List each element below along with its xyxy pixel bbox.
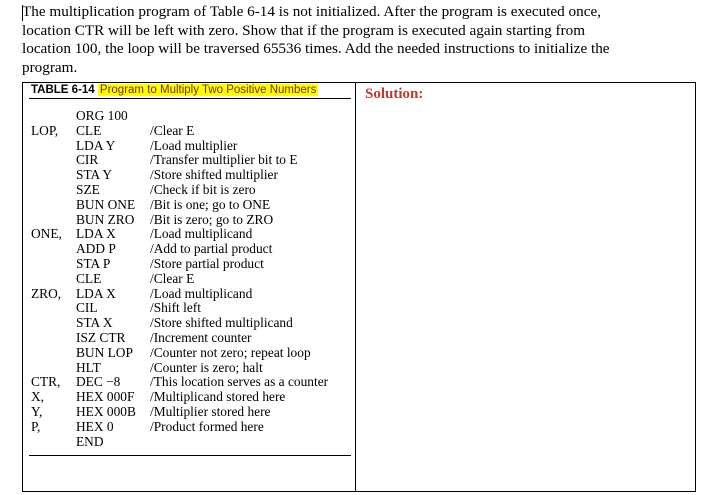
code-comment: /Clear E xyxy=(150,122,195,138)
code-comment: /Counter is zero; halt xyxy=(150,359,263,375)
code-label: LOP, xyxy=(31,122,59,138)
code-instr: CLE xyxy=(76,122,102,138)
code-comment: /Bit is zero; go to ZRO xyxy=(150,211,274,227)
code-instr: HEX 000B xyxy=(76,403,136,419)
code-instr: STA Y xyxy=(76,167,113,183)
code-instr: LDA X xyxy=(76,226,116,242)
code-row xyxy=(23,420,353,435)
code-instr: ORG 100 xyxy=(76,108,128,123)
code-label: Y, xyxy=(31,403,43,419)
code-comment: /Store shifted multiplier xyxy=(150,167,278,183)
table-number: TABLE 6-14 xyxy=(31,84,95,96)
code-instr: STA X xyxy=(76,315,113,331)
code-row xyxy=(23,257,353,272)
question-text xyxy=(22,3,712,77)
code-comment: /Shift left xyxy=(150,300,201,316)
code-row xyxy=(23,316,353,331)
code-comment: /Load multiplicand xyxy=(150,285,253,301)
code-row xyxy=(23,124,353,139)
code-row xyxy=(23,390,353,405)
code-instr: CIL xyxy=(76,300,98,316)
code-row xyxy=(23,405,353,420)
question-line: program. xyxy=(22,58,78,76)
code-comment: /Store shifted multiplicand xyxy=(150,315,293,331)
code-row xyxy=(23,153,353,168)
code-label: X, xyxy=(31,389,45,405)
code-row xyxy=(23,242,353,257)
code-comment: /This location serves as a counter xyxy=(150,374,329,390)
code-instr: LDA X xyxy=(76,285,116,301)
code-row xyxy=(23,272,353,287)
code-comment: /Bit is one; go to ONE xyxy=(150,196,271,212)
code-instr: BUN LOP xyxy=(76,344,133,360)
table-title: Program to Multiply Two Positive Numbers xyxy=(99,84,317,96)
code-instr: END xyxy=(76,433,104,449)
question-line: location CTR will be left with zero. Show that if the program is executed again starting from xyxy=(22,21,586,39)
code-row xyxy=(23,346,353,361)
code-row xyxy=(23,331,353,346)
code-row xyxy=(23,287,353,302)
program-table xyxy=(22,82,356,492)
code-comment: /Add to partial product xyxy=(150,241,273,257)
code-comment: /Increment counter xyxy=(150,329,252,345)
code-comment: /Multiplicand stored here xyxy=(150,389,286,405)
code-label: CTR, xyxy=(31,374,61,390)
code-instr: HLT xyxy=(76,359,101,375)
code-row xyxy=(23,435,353,450)
question-line: location 100, the loop will be traversed 65536 times. Add the needed instructions to initialize the xyxy=(22,40,610,58)
code-instr: STA P xyxy=(76,255,111,271)
code-label: P, xyxy=(31,418,41,434)
code-comment: /Load multiplicand xyxy=(150,226,253,242)
code-row xyxy=(23,183,353,198)
code-row xyxy=(23,213,353,228)
code-instr: CIR xyxy=(76,152,99,168)
solution-label: Solution: xyxy=(365,86,424,102)
code-label: ONE, xyxy=(31,226,62,242)
code-comment: /Check if bit is zero xyxy=(150,181,256,197)
code-instr: HEX 000F xyxy=(76,389,135,405)
code-row xyxy=(23,168,353,183)
code-row xyxy=(23,361,353,376)
code-row xyxy=(23,198,353,213)
code-instr: DEC −8 xyxy=(76,374,121,390)
code-comment: /Transfer multiplier bit to E xyxy=(150,152,298,168)
code-instr: ADD P xyxy=(76,241,116,257)
code-instr: CLE xyxy=(76,270,102,286)
code-row xyxy=(23,375,353,390)
code-row xyxy=(23,227,353,242)
code-instr: SZE xyxy=(76,181,100,197)
code-row xyxy=(23,139,353,154)
code-comment: /Store partial product xyxy=(150,255,264,271)
solution-cell[interactable] xyxy=(356,82,696,492)
code-instr: BUN ONE xyxy=(76,196,136,212)
code-comment: /Counter not zero; repeat loop xyxy=(150,344,311,360)
question-line: The multiplication program of Table 6-14 is not initialized. After the program is executed once, xyxy=(22,3,601,20)
code-instr: LDA Y xyxy=(76,137,116,153)
code-label: ZRO, xyxy=(31,285,62,301)
code-row xyxy=(23,301,353,316)
code-instr: BUN ZRO xyxy=(76,211,135,227)
code-instr: ISZ CTR xyxy=(76,329,126,345)
caption-divider xyxy=(29,98,351,99)
code-comment: /Multiplier stored here xyxy=(150,403,271,419)
code-comment: /Clear E xyxy=(150,270,195,286)
code-comment: /Product formed here xyxy=(150,418,264,434)
table-bottom-divider xyxy=(29,455,351,456)
table-caption xyxy=(31,83,318,97)
code-comment: /Load multiplier xyxy=(150,137,238,153)
code-row xyxy=(23,109,353,124)
code-instr: HEX 0 xyxy=(76,418,114,434)
program-listing xyxy=(23,109,353,449)
